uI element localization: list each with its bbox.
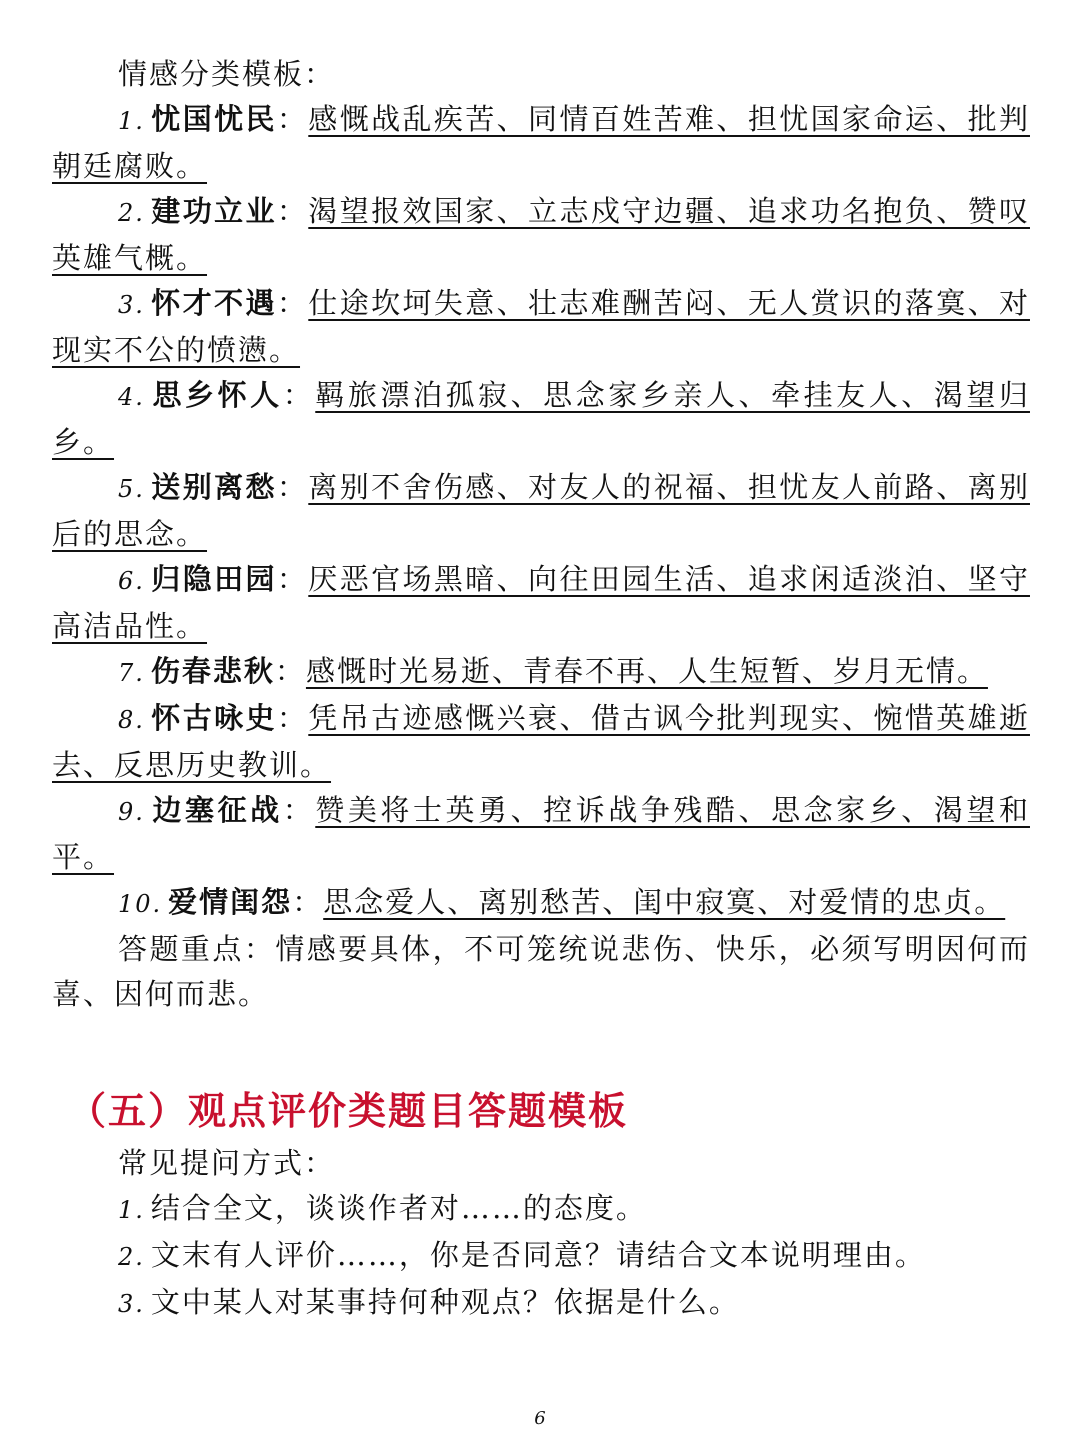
item-number: 3.	[118, 291, 145, 319]
item-number: 7.	[118, 659, 145, 687]
emotion-item-2: 2. 建功立业：渴望报效国家、立志戍守边疆、追求功名抱负、赞叹英雄气概。	[52, 194, 1030, 275]
emotion-item-8: 8. 怀古咏史：凭吊古迹感慨兴衰、借古讽今批判现实、惋惜英雄逝去、反思历史教训。	[52, 701, 1030, 782]
item-description: 感慨战乱疾苦、同情百姓苦难、担忧国家命运、批判朝廷腐败。	[52, 102, 1030, 183]
item-description: 羁旅漂泊孤寂、思念家乡亲人、牵挂友人、渴望归乡。	[52, 378, 1030, 459]
item-number: 2.	[118, 199, 145, 227]
page-number: 6	[534, 1408, 546, 1429]
item-description: 感慨时光易逝、青春不再、人生短暂、岁月无情。	[305, 654, 988, 688]
question-item-3	[52, 1280, 1030, 1327]
item-description: 仕途坎坷失意、壮志难酬苦闷、无人赏识的落寞、对现实不公的愤懑。	[52, 286, 1030, 367]
item-description: 渴望报效国家、立志戍守边疆、追求功名抱负、赞叹英雄气概。	[52, 194, 1030, 275]
question-text: 结合全文，谈谈作者对……的态度。	[150, 1191, 647, 1225]
item-term: 伤春悲秋	[150, 654, 275, 688]
item-description: 思念爱人、离别愁苦、闺中寂寞、对爱情的忠贞。	[323, 885, 1006, 919]
document-page	[52, 52, 1030, 1327]
key-point: 答题重点：情感要具体，不可笼统说悲伤、快乐，必须写明因何而喜、因何而悲。	[52, 932, 1030, 1011]
emotion-item-6: 6. 归隐田园：厌恶官场黑暗、向往田园生活、追求闲适淡泊、坚守高洁品性。	[52, 562, 1030, 643]
item-term: 建功立业	[150, 194, 277, 228]
item-number: 8.	[118, 706, 145, 734]
item-description: 离别不舍伤感、对友人的祝福、担忧友人前路、离别后的思念。	[52, 470, 1030, 551]
item-number: 9.	[118, 798, 145, 826]
item-number: 6.	[118, 567, 145, 595]
item-description: 厌恶官场黑暗、向往田园生活、追求闲适淡泊、坚守高洁品性。	[52, 562, 1030, 643]
item-term: 思乡怀人	[150, 378, 283, 412]
question-item-1	[52, 1186, 1030, 1233]
emotion-item-1: 1. 忧国忧民：感慨战乱疾苦、同情百姓苦难、担忧国家命运、批判朝廷腐败。	[52, 102, 1030, 183]
item-term: 边塞征战	[150, 793, 283, 827]
item-number: 3.	[118, 1290, 145, 1318]
item-number: 2.	[118, 1243, 145, 1271]
question-intro: 常见提问方式：	[118, 1146, 336, 1180]
emotion-item-7: 7. 伤春悲秋：感慨时光易逝、青春不再、人生短暂、岁月无情。	[118, 654, 988, 688]
emotion-item-10: 10. 爱情闺怨：思念爱人、离别愁苦、闺中寂寞、对爱情的忠贞。	[118, 885, 1006, 919]
item-description: 凭吊古迹感慨兴衰、借古讽今批判现实、惋惜英雄逝去、反思历史教训。	[52, 701, 1030, 782]
emotion-item-5: 5. 送别离愁：离别不舍伤感、对友人的祝福、担忧友人前路、离别后的思念。	[52, 470, 1030, 551]
emotion-list	[52, 97, 1030, 927]
question-list	[52, 1186, 1030, 1327]
item-number: 4.	[118, 383, 145, 411]
item-description: 赞美将士英勇、控诉战争残酷、思念家乡、渴望和平。	[52, 793, 1030, 874]
item-number: 5.	[118, 475, 145, 503]
item-number: 1.	[118, 107, 145, 135]
emotion-item-4: 4. 思乡怀人：羁旅漂泊孤寂、思念家乡亲人、牵挂友人、渴望归乡。	[52, 378, 1030, 459]
item-term: 送别离愁	[150, 470, 277, 504]
item-term: 怀才不遇	[150, 286, 277, 320]
emotion-item-3: 3. 怀才不遇：仕途坎坷失意、壮志难酬苦闷、无人赏识的落寞、对现实不公的愤懑。	[52, 286, 1030, 367]
question-text: 文末有人评价……，你是否同意？请结合文本说明理由。	[150, 1238, 926, 1272]
question-text: 文中某人对某事持何种观点？依据是什么。	[150, 1285, 740, 1319]
item-number: 1.	[118, 1196, 145, 1224]
item-term: 怀古咏史	[150, 701, 277, 735]
item-term: 忧国忧民	[150, 102, 277, 136]
item-term: 爱情闺怨	[168, 885, 293, 919]
item-term: 归隐田园	[150, 562, 277, 596]
emotion-item-9: 9. 边塞征战：赞美将士英勇、控诉战争残酷、思念家乡、渴望和平。	[52, 793, 1030, 874]
item-number: 10.	[118, 890, 163, 918]
emotion-intro: 情感分类模板：	[118, 57, 336, 91]
question-item-2	[52, 1233, 1030, 1280]
section-title: （五）观点评价类题目答题模板	[68, 1089, 629, 1133]
